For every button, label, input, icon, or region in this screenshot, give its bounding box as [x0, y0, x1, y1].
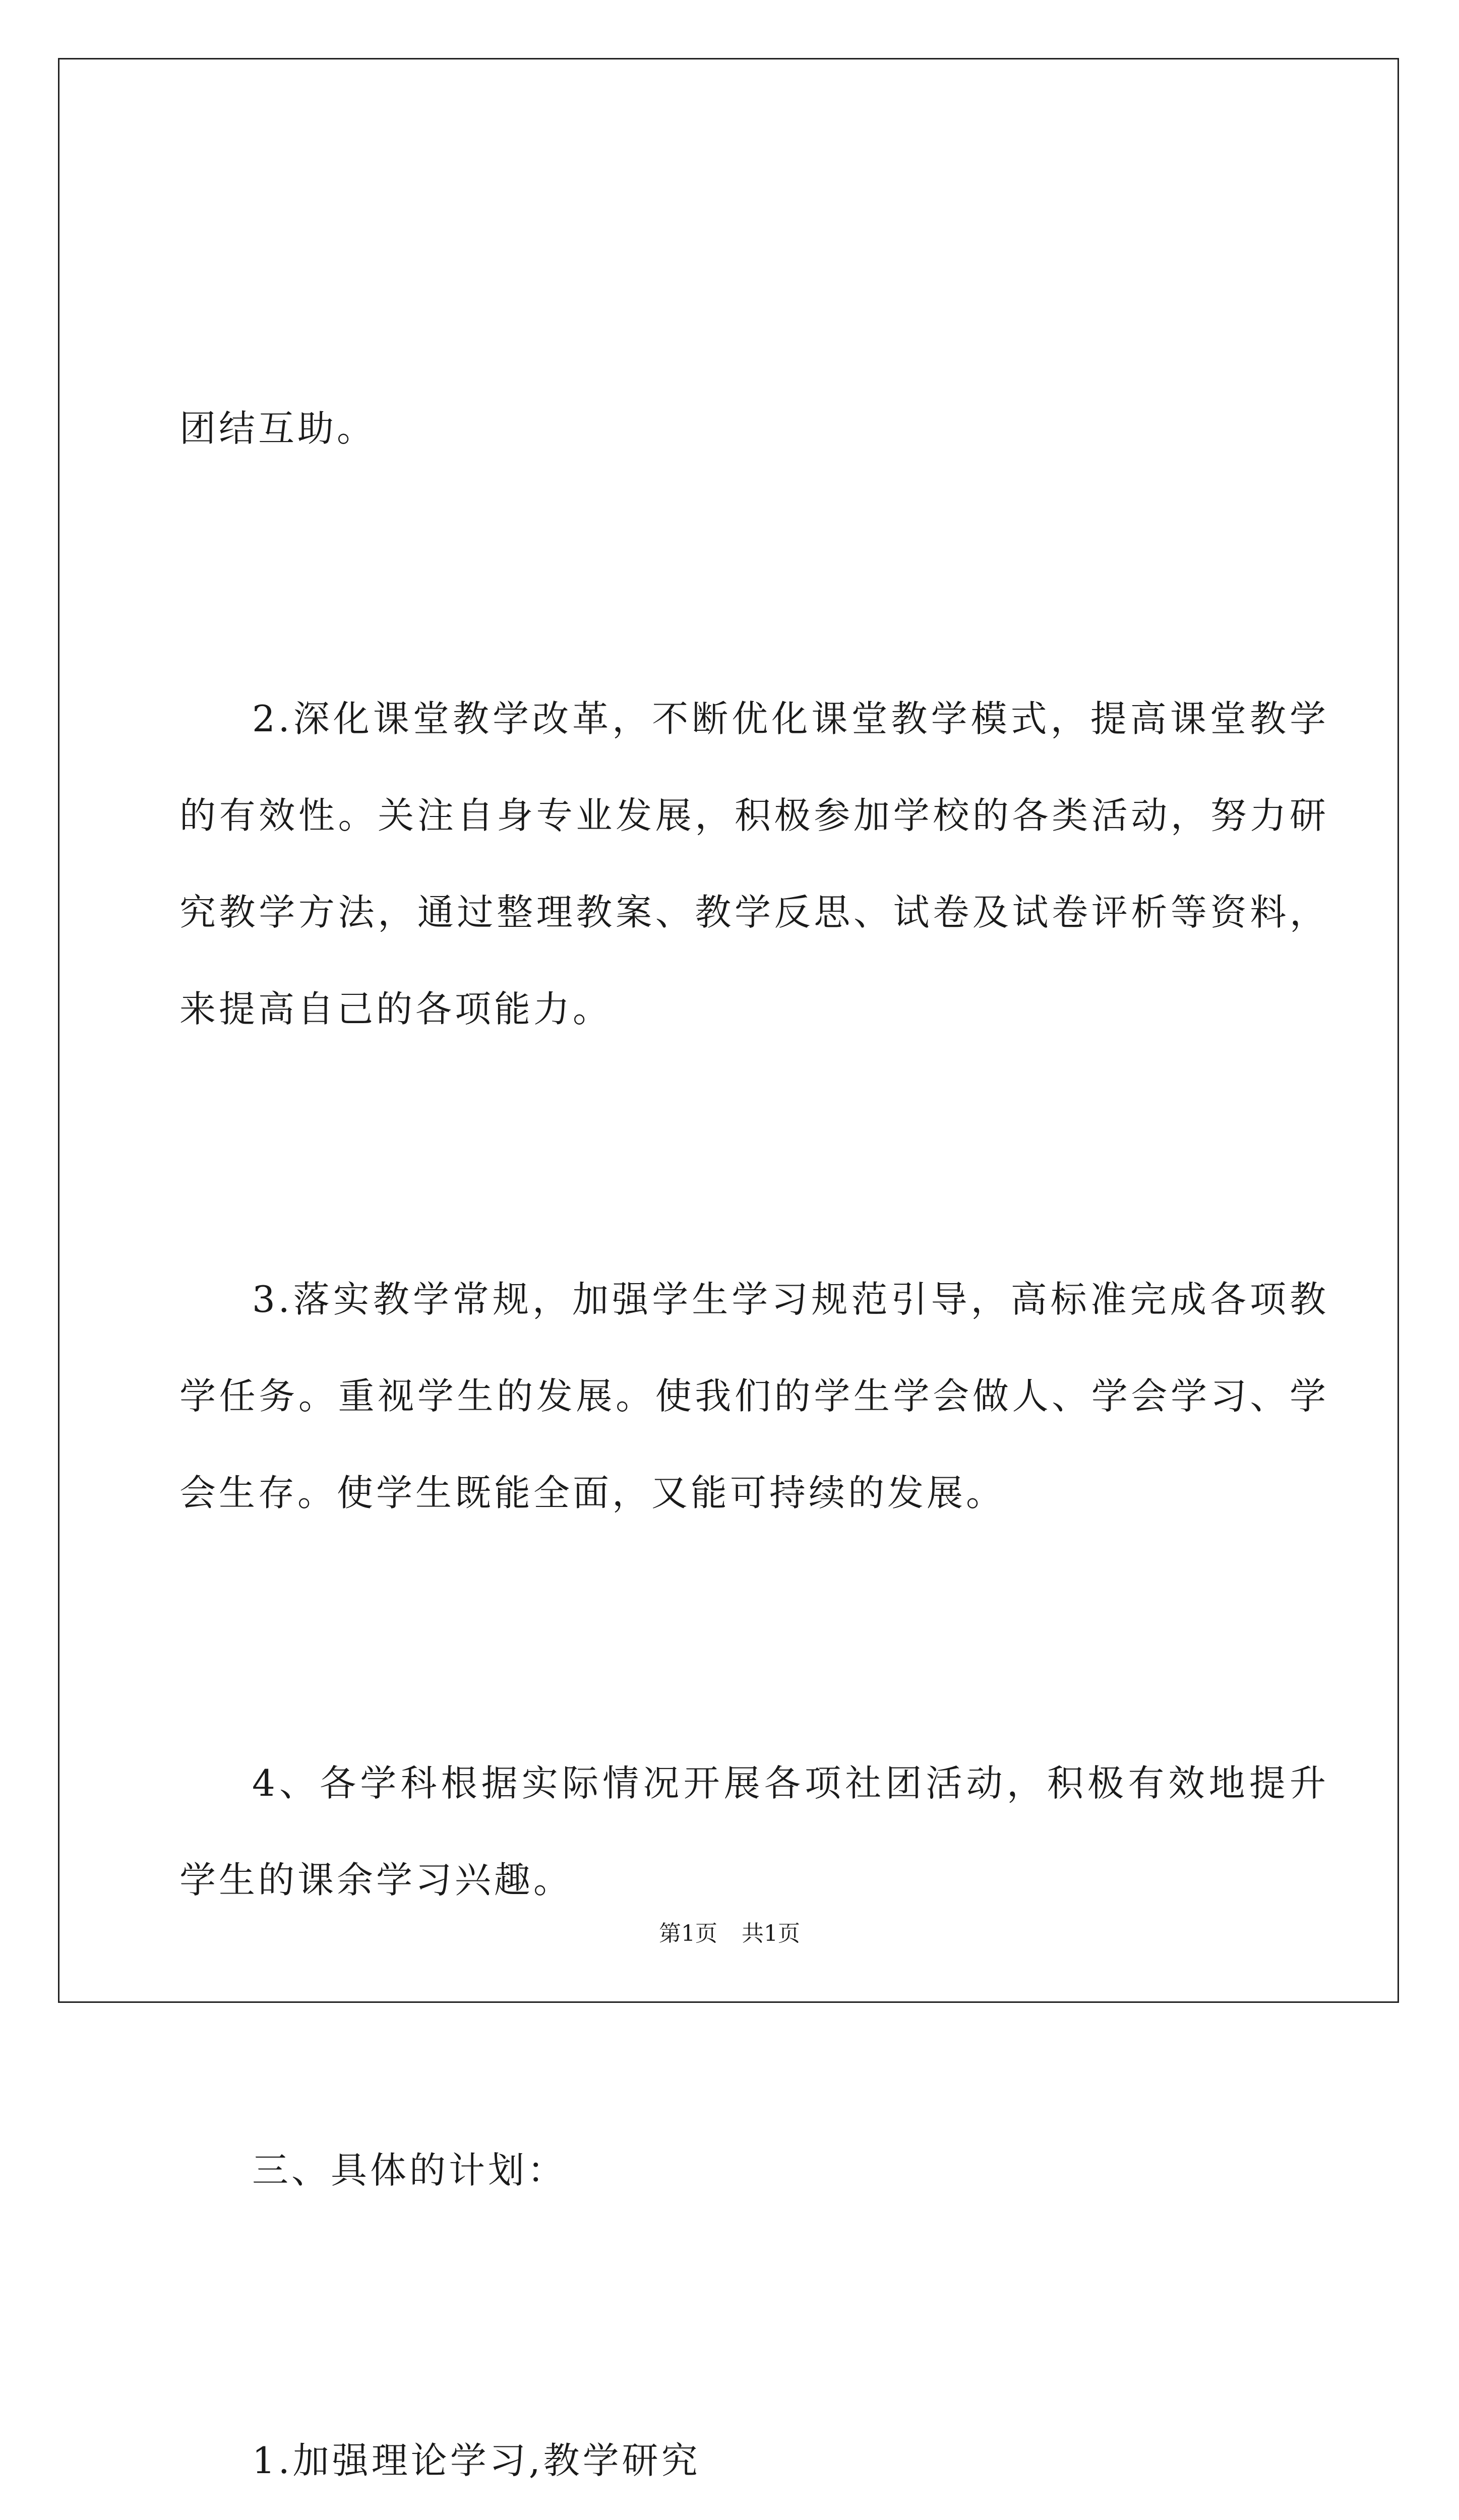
paragraph-1: 团结互助。 [179, 407, 377, 450]
section-heading: 三、具体的计划： [252, 2149, 567, 2191]
paragraph-3: 3.落实教学常规，加强学生学习规范引导，高标准完成各项教学任务。重视学生的发展。使我们的学生学会做人、学会学习、学会生存。使学生既能全面，又能可持续的发展。 [179, 1278, 1329, 1514]
paragraph-4: 4、各学科根据实际情况开展各项社团活动，积极有效地提升学生的课余学习兴趣。 [179, 1762, 1329, 1901]
page-footer [0, 1915, 1459, 1947]
page-number-total: 共1页 [742, 1921, 800, 1946]
paragraph-2: 2.深化课堂教学改革，不断优化课堂教学模式，提高课堂教学的有效性。关注自身专业发展，积极参加学校的各类活动，努力研究教学方法，通过整理教案、教学反思、试卷及试卷评析等资料，来提高自己的各项能力。 [179, 698, 1329, 1030]
subsection-heading: 1.加强理论学习,教学研究 [252, 2439, 701, 2482]
document-body [179, 186, 1329, 2520]
page-number-current: 第1页 [659, 1921, 717, 1946]
